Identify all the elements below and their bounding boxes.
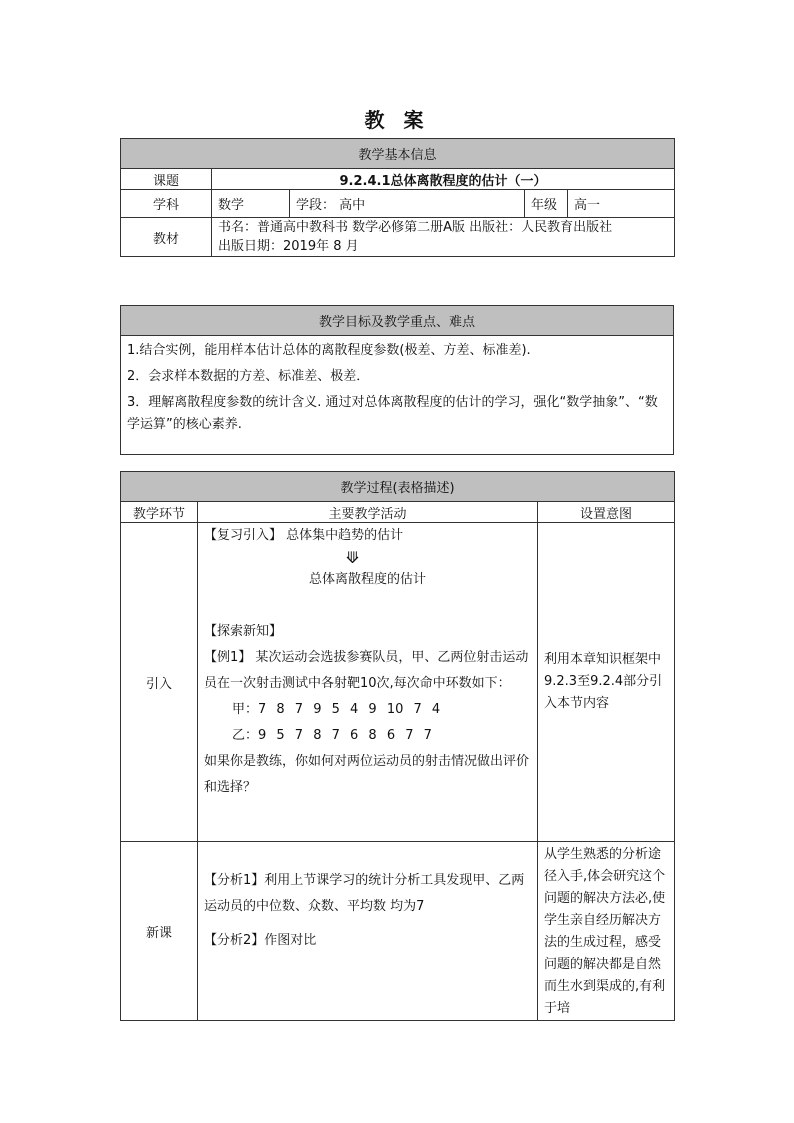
review-next: 总体离散程度的估计	[308, 572, 426, 587]
goals-table	[120, 305, 674, 455]
goal-item: 2．会求样本数据的方差、标准差、极差．	[127, 369, 370, 384]
basic-info-table	[120, 138, 675, 257]
new-lesson-activity	[198, 842, 538, 1021]
intro-activity	[198, 523, 538, 842]
yi-scores: 乙：9 5 7 8 7 6 8 6 7 7	[232, 728, 432, 743]
goal-item: 1.结合实例，能用样本估计总体的离散程度参数(极差、方差、标准差).	[127, 343, 531, 358]
textbook-label: 教材	[121, 218, 212, 257]
document-title: 教 案	[364, 108, 430, 132]
textbook-info	[212, 218, 675, 257]
review-line: 【复习引入】 总体集中趋势的估计	[204, 528, 404, 543]
col-intent-header: 设置意图	[538, 502, 675, 523]
stage-cell	[290, 190, 525, 218]
grade-value: 高一	[568, 190, 675, 218]
subject-label: 学科	[121, 190, 212, 218]
col-activity-header: 主要教学活动	[198, 502, 538, 523]
goal-item: 3．理解离散程度参数的统计含义. 通过对总体离散程度的估计的学习，强化“数学抽象”、“数学运算”的核心素养.	[127, 395, 658, 432]
explore-heading: 【探索新知】	[204, 624, 283, 639]
subject-value: 数学	[212, 190, 290, 218]
textbook-date: 出版日期：2019年 8 月	[218, 239, 359, 254]
down-arrow-icon: ⟱	[345, 548, 360, 567]
topic-label: 课题	[121, 169, 212, 190]
process-table	[120, 471, 675, 1021]
stage-intro: 引入	[121, 523, 198, 842]
col-stage-header: 教学环节	[121, 502, 198, 523]
goals-header: 教学目标及教学重点、难点	[121, 306, 674, 336]
intro-intent: 利用本章知识框架中9.2.3至9.2.4部分引入本节内容	[538, 523, 675, 842]
process-header: 教学过程(表格描述)	[121, 472, 675, 502]
jia-scores: 甲：7 8 7 9 5 4 9 10 7 4	[232, 702, 441, 717]
grade-label: 年级	[525, 190, 568, 218]
basic-info-header: 教学基本信息	[121, 139, 675, 169]
stage-new-lesson: 新课	[121, 842, 198, 1021]
analysis-2: 【分析2】作图对比	[204, 933, 317, 948]
topic-value: 9.2.4.1总体离散程度的估计（一）	[212, 169, 675, 190]
goals-body	[121, 336, 674, 455]
analysis-1: 【分析1】利用上节课学习的统计分析工具发现甲、乙两运动员的中位数、众数、平均数 均为7	[204, 873, 525, 914]
question-text: 如果你是教练，你如何对两位运动员的射击情况做出评价和选择？	[204, 754, 530, 795]
stage-label: 学段：	[296, 198, 336, 213]
new-lesson-intent: 从学生熟悉的分析途径入手,体会研究这个问题的解决方法必,使学生亲自经历解决方法的生成过程，感受问题的解决都是自然而生水到渠成的,有利于培	[538, 842, 675, 1021]
stage-value: 高中	[339, 198, 366, 213]
textbook-publication: 书名：普通高中教科书 数学必修第二册A版 出版社：人民教育出版社	[218, 220, 613, 235]
example-text: 【例1】 某次运动会选拔参赛队员，甲、乙两位射击运动员在一次射击测试中各射靶10次,每次命中环数如下：	[204, 650, 529, 691]
